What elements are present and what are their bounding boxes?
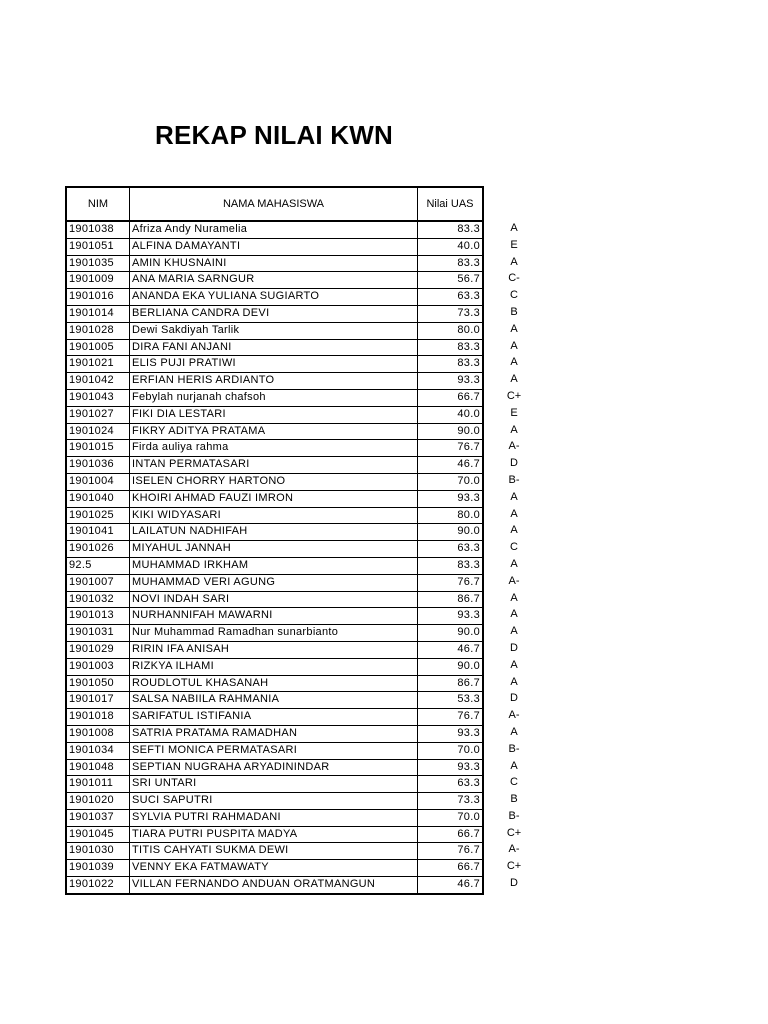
grade-letter: A — [510, 591, 518, 604]
nim-cell: 1901030 — [66, 843, 130, 860]
student-name-cell: VENNY EKA FATMAWATY — [130, 860, 418, 877]
grade-letter: D — [510, 457, 518, 470]
score-cell: 86.7 — [418, 591, 484, 608]
score-cell: 83.3 — [418, 339, 484, 356]
table-row — [66, 255, 483, 272]
score-cell: 66.7 — [418, 826, 484, 843]
grade-letter: B- — [508, 742, 520, 755]
table-row — [66, 625, 483, 642]
score-cell: 93.3 — [418, 725, 484, 742]
grade-letter: B — [510, 305, 518, 318]
score-cell: 83.3 — [418, 356, 484, 373]
table-row — [66, 305, 483, 322]
score-cell: 80.0 — [418, 507, 484, 524]
student-name-cell: SRI UNTARI — [130, 776, 418, 793]
table-row — [66, 776, 483, 793]
nim-cell: 1901011 — [66, 776, 130, 793]
grade-letter: A- — [508, 843, 520, 856]
grade-letter: A — [510, 490, 518, 503]
table-row — [66, 725, 483, 742]
grade-letter: C — [510, 289, 518, 302]
table-row — [66, 423, 483, 440]
student-name-cell: NURHANNIFAH MAWARNI — [130, 608, 418, 625]
grade-letter: D — [510, 692, 518, 705]
score-cell: 90.0 — [418, 625, 484, 642]
nim-cell: 1901014 — [66, 305, 130, 322]
nim-cell: 1901036 — [66, 457, 130, 474]
nim-cell: 1901031 — [66, 625, 130, 642]
table-row — [66, 675, 483, 692]
nim-cell: 1901008 — [66, 725, 130, 742]
grade-letter: B- — [508, 809, 520, 822]
grade-letter: A — [510, 524, 518, 537]
student-name-cell: KIKI WIDYASARI — [130, 507, 418, 524]
nim-cell: 1901032 — [66, 591, 130, 608]
grade-letter: A — [510, 625, 518, 638]
student-name-cell: ELIS PUJI PRATIWI — [130, 356, 418, 373]
score-cell: 93.3 — [418, 608, 484, 625]
nim-cell: 1901005 — [66, 339, 130, 356]
nim-cell: 92.5 — [66, 557, 130, 574]
nim-cell: 1901042 — [66, 373, 130, 390]
nim-cell: 1901035 — [66, 255, 130, 272]
score-cell: 66.7 — [418, 860, 484, 877]
score-cell: 63.3 — [418, 541, 484, 558]
score-cell: 76.7 — [418, 574, 484, 591]
table-row — [66, 574, 483, 591]
student-name-cell: MUHAMMAD IRKHAM — [130, 557, 418, 574]
nim-cell: 1901043 — [66, 389, 130, 406]
score-cell: 76.7 — [418, 709, 484, 726]
table-row — [66, 541, 483, 558]
student-name-cell: FIKI DIA LESTARI — [130, 406, 418, 423]
student-name-cell: ANA MARIA SARNGUR — [130, 272, 418, 289]
nim-cell: 1901016 — [66, 289, 130, 306]
table-row — [66, 389, 483, 406]
table-body — [66, 221, 483, 894]
score-cell: 66.7 — [418, 389, 484, 406]
table-header-row — [66, 187, 483, 221]
score-cell: 93.3 — [418, 759, 484, 776]
grade-letter: C — [510, 776, 518, 789]
score-cell: 46.7 — [418, 457, 484, 474]
nim-cell: 1901022 — [66, 877, 130, 894]
table-row — [66, 591, 483, 608]
student-name-cell: TIARA PUTRI PUSPITA MADYA — [130, 826, 418, 843]
score-cell: 40.0 — [418, 406, 484, 423]
student-name-cell: MIYAHUL JANNAH — [130, 541, 418, 558]
nim-cell: 1901003 — [66, 658, 130, 675]
table-row — [66, 272, 483, 289]
student-name-cell: ERFIAN HERIS ARDIANTO — [130, 373, 418, 390]
score-cell: 90.0 — [418, 423, 484, 440]
nim-cell: 1901026 — [66, 541, 130, 558]
score-cell: 46.7 — [418, 641, 484, 658]
student-name-cell: Afriza Andy Nuramelia — [130, 221, 418, 238]
nim-cell: 1901041 — [66, 524, 130, 541]
grade-letter: D — [510, 877, 518, 890]
table-row — [66, 473, 483, 490]
table-row — [66, 238, 483, 255]
nim-cell: 1901051 — [66, 238, 130, 255]
student-name-cell: Nur Muhammad Ramadhan sunarbianto — [130, 625, 418, 642]
grade-letter: A — [510, 507, 518, 520]
grade-letter: A — [510, 675, 518, 688]
table-row — [66, 608, 483, 625]
header-score: Nilai UAS — [418, 187, 484, 221]
score-cell: 90.0 — [418, 658, 484, 675]
student-name-cell: ROUDLOTUL KHASANAH — [130, 675, 418, 692]
grade-letter: D — [510, 641, 518, 654]
table-row — [66, 373, 483, 390]
grade-letter: A — [510, 725, 518, 738]
score-cell: 40.0 — [418, 238, 484, 255]
table-row — [66, 457, 483, 474]
table-row — [66, 490, 483, 507]
score-cell: 93.3 — [418, 373, 484, 390]
nim-cell: 1901017 — [66, 692, 130, 709]
grade-letter: C- — [508, 272, 520, 285]
grade-letter-column — [492, 220, 536, 892]
grade-letter: A — [510, 322, 518, 335]
nim-cell: 1901021 — [66, 356, 130, 373]
nim-cell: 1901034 — [66, 742, 130, 759]
nim-cell: 1901015 — [66, 440, 130, 457]
score-cell: 90.0 — [418, 524, 484, 541]
grade-letter: A — [510, 373, 518, 386]
grade-letter: E — [510, 238, 518, 251]
table-row — [66, 641, 483, 658]
score-cell: 70.0 — [418, 742, 484, 759]
score-cell: 83.3 — [418, 221, 484, 238]
nim-cell: 1901045 — [66, 826, 130, 843]
table-row — [66, 709, 483, 726]
score-cell: 76.7 — [418, 440, 484, 457]
score-cell: 63.3 — [418, 289, 484, 306]
grade-letter: C+ — [506, 860, 522, 873]
student-name-cell: SYLVIA PUTRI RAHMADANI — [130, 809, 418, 826]
student-name-cell: Firda auliya rahma — [130, 440, 418, 457]
nim-cell: 1901020 — [66, 793, 130, 810]
grade-letter: A — [510, 222, 518, 234]
table-row — [66, 793, 483, 810]
nim-cell: 1901029 — [66, 641, 130, 658]
student-name-cell: TITIS CAHYATI SUKMA DEWI — [130, 843, 418, 860]
grade-letter: A — [510, 423, 518, 436]
nim-cell: 1901013 — [66, 608, 130, 625]
student-name-cell: ISELEN CHORRY HARTONO — [130, 473, 418, 490]
grade-letter: B- — [508, 473, 520, 486]
nim-cell: 1901025 — [66, 507, 130, 524]
table-row — [66, 339, 483, 356]
student-name-cell: ALFINA DAMAYANTI — [130, 238, 418, 255]
table-row — [66, 826, 483, 843]
grade-letter: A- — [508, 440, 520, 453]
grade-letter: A — [510, 557, 518, 570]
student-name-cell: RIZKYA ILHAMI — [130, 658, 418, 675]
score-cell: 46.7 — [418, 877, 484, 894]
nim-cell: 1901009 — [66, 272, 130, 289]
student-name-cell: SEFTI MONICA PERMATASARI — [130, 742, 418, 759]
grade-letter: A- — [508, 574, 520, 587]
table-row — [66, 507, 483, 524]
score-cell: 53.3 — [418, 692, 484, 709]
table-row — [66, 440, 483, 457]
score-cell: 70.0 — [418, 473, 484, 490]
score-cell: 63.3 — [418, 776, 484, 793]
student-name-cell: DIRA FANI ANJANI — [130, 339, 418, 356]
nim-cell: 1901039 — [66, 860, 130, 877]
student-name-cell: MUHAMMAD VERI AGUNG — [130, 574, 418, 591]
grade-letter: A — [510, 658, 518, 671]
score-cell: 76.7 — [418, 843, 484, 860]
grade-letter: A — [510, 759, 518, 772]
score-cell: 83.3 — [418, 255, 484, 272]
table-row — [66, 356, 483, 373]
header-name: NAMA MAHASISWA — [130, 187, 418, 221]
student-name-cell: SARIFATUL ISTIFANIA — [130, 709, 418, 726]
student-name-cell: INTAN PERMATASARI — [130, 457, 418, 474]
student-name-cell: ANANDA EKA YULIANA SUGIARTO — [130, 289, 418, 306]
student-name-cell: SUCI SAPUTRI — [130, 793, 418, 810]
grades-table — [65, 186, 484, 895]
score-cell: 93.3 — [418, 490, 484, 507]
student-name-cell: VILLAN FERNANDO ANDUAN ORATMANGUN — [130, 877, 418, 894]
nim-cell: 1901007 — [66, 574, 130, 591]
student-name-cell: NOVI INDAH SARI — [130, 591, 418, 608]
grade-letter: C — [510, 541, 518, 554]
table-row — [66, 658, 483, 675]
nim-cell: 1901004 — [66, 473, 130, 490]
student-name-cell: Dewi Sakdiyah Tarlik — [130, 322, 418, 339]
grade-letter: A — [510, 339, 518, 352]
nim-cell: 1901028 — [66, 322, 130, 339]
page-title: REKAP NILAI KWN — [155, 120, 393, 150]
table-row — [66, 289, 483, 306]
score-cell: 86.7 — [418, 675, 484, 692]
grade-letter: A — [510, 255, 518, 268]
table-row — [66, 322, 483, 339]
score-cell: 83.3 — [418, 557, 484, 574]
grade-letter: A — [510, 356, 518, 369]
student-name-cell: AMIN KHUSNAINI — [130, 255, 418, 272]
student-name-cell: BERLIANA CANDRA DEVI — [130, 305, 418, 322]
table-row — [66, 221, 483, 238]
table-row — [66, 742, 483, 759]
nim-cell: 1901027 — [66, 406, 130, 423]
grade-letter: E — [510, 406, 518, 419]
nim-cell: 1901018 — [66, 709, 130, 726]
nim-cell: 1901048 — [66, 759, 130, 776]
score-cell: 73.3 — [418, 305, 484, 322]
score-cell: 80.0 — [418, 322, 484, 339]
grade-letter: A — [510, 608, 518, 621]
student-name-cell: Febylah nurjanah chafsoh — [130, 389, 418, 406]
grade-letter: C+ — [506, 826, 522, 839]
student-name-cell: KHOIRI AHMAD FAUZI IMRON — [130, 490, 418, 507]
table-row — [66, 843, 483, 860]
nim-cell: 1901050 — [66, 675, 130, 692]
grade-letter: A- — [508, 709, 520, 722]
student-name-cell: SEPTIAN NUGRAHA ARYADININDAR — [130, 759, 418, 776]
grade-letter: B — [510, 793, 518, 806]
nim-cell: 1901037 — [66, 809, 130, 826]
header-nim: NIM — [66, 187, 130, 221]
table-row — [66, 809, 483, 826]
nim-cell: 1901040 — [66, 490, 130, 507]
nim-cell: 1901024 — [66, 423, 130, 440]
score-cell: 70.0 — [418, 809, 484, 826]
grade-letter: C+ — [506, 389, 522, 402]
table-row — [66, 406, 483, 423]
table-row — [66, 557, 483, 574]
table-row — [66, 860, 483, 877]
student-name-cell: RIRIN IFA ANISAH — [130, 641, 418, 658]
student-name-cell: SATRIA PRATAMA RAMADHAN — [130, 725, 418, 742]
student-name-cell: SALSA NABIILA RAHMANIA — [130, 692, 418, 709]
nim-cell: 1901038 — [66, 221, 130, 238]
score-cell: 73.3 — [418, 793, 484, 810]
score-cell: 56.7 — [418, 272, 484, 289]
student-name-cell: LAILATUN NADHIFAH — [130, 524, 418, 541]
table-row — [66, 759, 483, 776]
table-row — [66, 877, 483, 894]
student-name-cell: FIKRY ADITYA PRATAMA — [130, 423, 418, 440]
table-row — [66, 692, 483, 709]
table-row — [66, 524, 483, 541]
